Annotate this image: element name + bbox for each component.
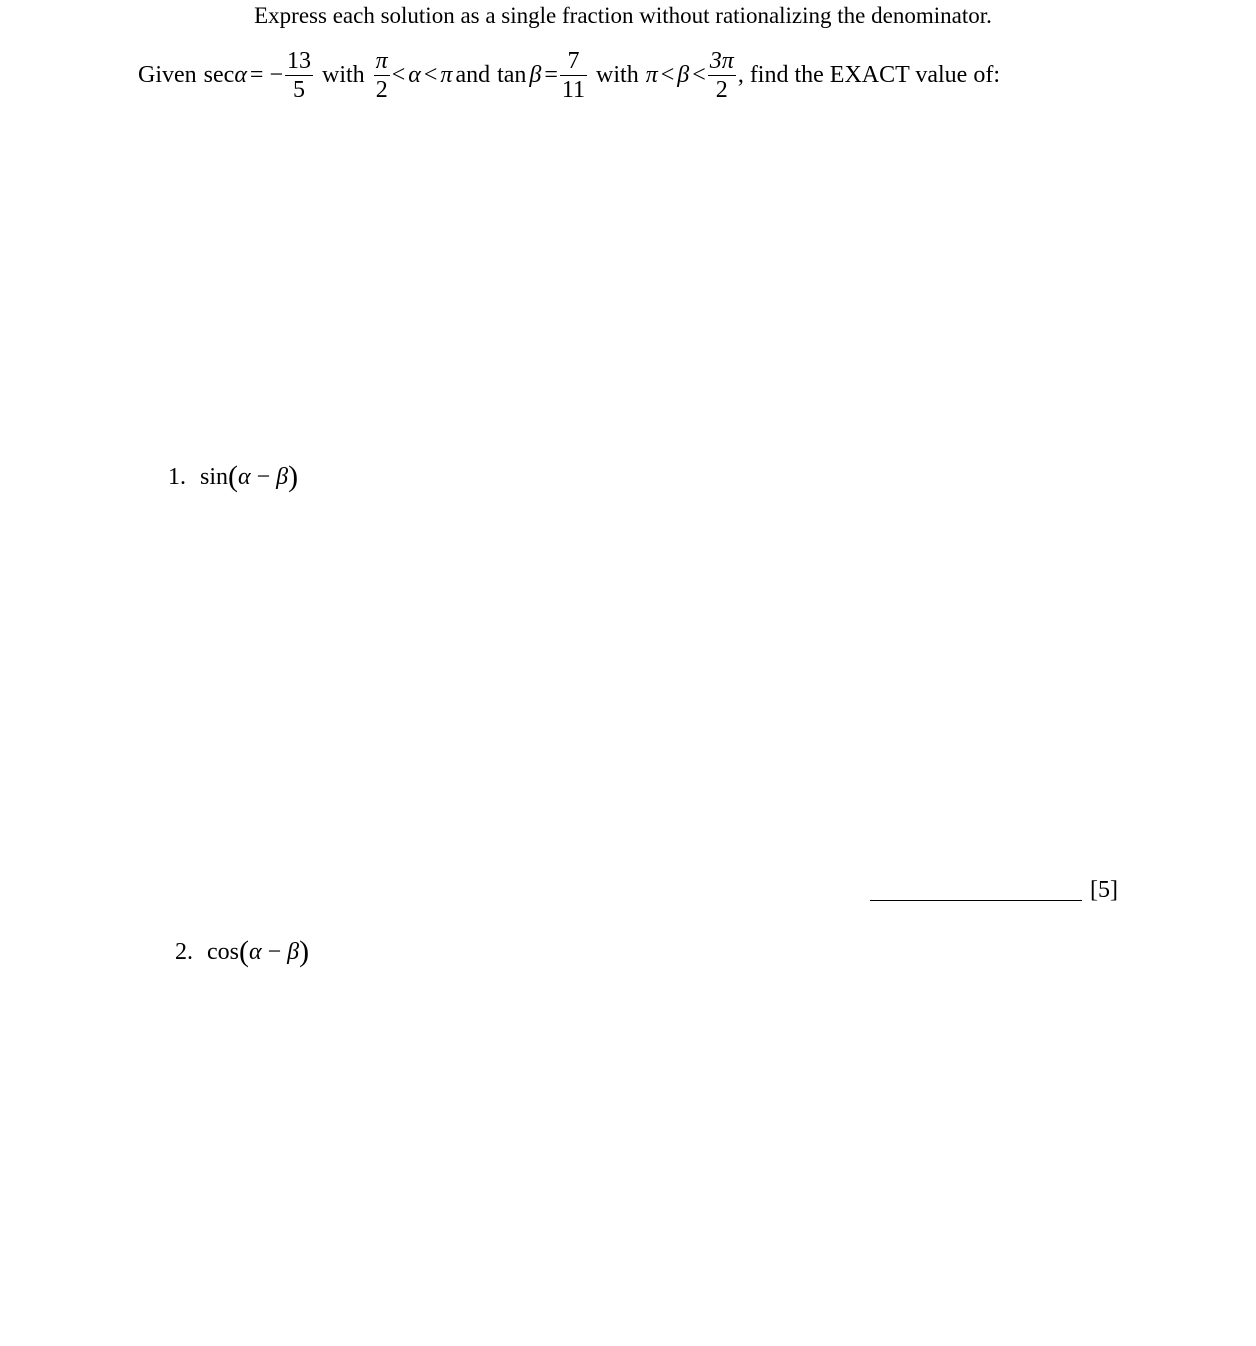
minus-sign: − [250, 464, 277, 490]
open-paren: ( [228, 460, 239, 493]
beta-symbol: β [529, 61, 542, 88]
less-than: < [391, 61, 406, 88]
alpha-lower-denominator: 2 [375, 76, 388, 103]
tan-function: tan [497, 61, 527, 88]
question-2 [175, 935, 309, 967]
with-word: with [596, 61, 639, 88]
close-paren: ) [299, 935, 310, 968]
equals-negative: = − [249, 61, 283, 88]
sec-denominator: 5 [293, 76, 305, 103]
given-word: Given [138, 61, 197, 88]
given-statement [138, 44, 1000, 106]
minus-sign: − [261, 939, 288, 965]
instruction-text: Express each solution as a single fraction without rationalizing the denominator. [254, 3, 992, 28]
beta-symbol: β [287, 939, 300, 965]
question-number: 1. [168, 464, 186, 490]
open-paren: ( [239, 935, 249, 968]
tan-numerator: 7 [567, 47, 580, 74]
alpha-symbol: α [234, 61, 247, 88]
less-than: < [692, 61, 706, 88]
equals-sign: = [544, 61, 558, 88]
close-paren: ) [288, 460, 299, 493]
with-word: with [322, 61, 365, 88]
alpha-symbol: α [249, 939, 262, 965]
answer-line[interactable] [870, 900, 1082, 901]
and-word: and [455, 61, 491, 88]
tan-fraction [560, 47, 587, 104]
function-name: sin [200, 464, 229, 490]
pi-symbol: π [645, 61, 658, 88]
sec-numerator: 13 [287, 47, 311, 74]
beta-upper-bound [708, 47, 736, 104]
question-1 [168, 460, 298, 492]
given-tail: , find the EXACT value of: [737, 61, 1000, 88]
function-name: cos [207, 939, 239, 965]
beta-symbol: β [276, 464, 289, 490]
beta-upper-numerator: 3π [709, 47, 734, 74]
sec-fraction [285, 47, 313, 104]
less-than: < [423, 61, 438, 88]
marks-label: [5] [1090, 877, 1118, 903]
alpha-lower-numerator: π [375, 47, 388, 74]
tan-denominator: 11 [561, 76, 586, 103]
beta-upper-denominator: 2 [715, 76, 728, 103]
sec-function: sec [203, 61, 235, 88]
beta-symbol: β [677, 61, 690, 88]
alpha-symbol: α [238, 464, 251, 490]
question-number: 2. [175, 939, 193, 965]
alpha-symbol: α [408, 61, 421, 88]
less-than: < [660, 61, 675, 88]
alpha-lower-bound [374, 47, 390, 104]
pi-symbol: π [440, 61, 453, 88]
